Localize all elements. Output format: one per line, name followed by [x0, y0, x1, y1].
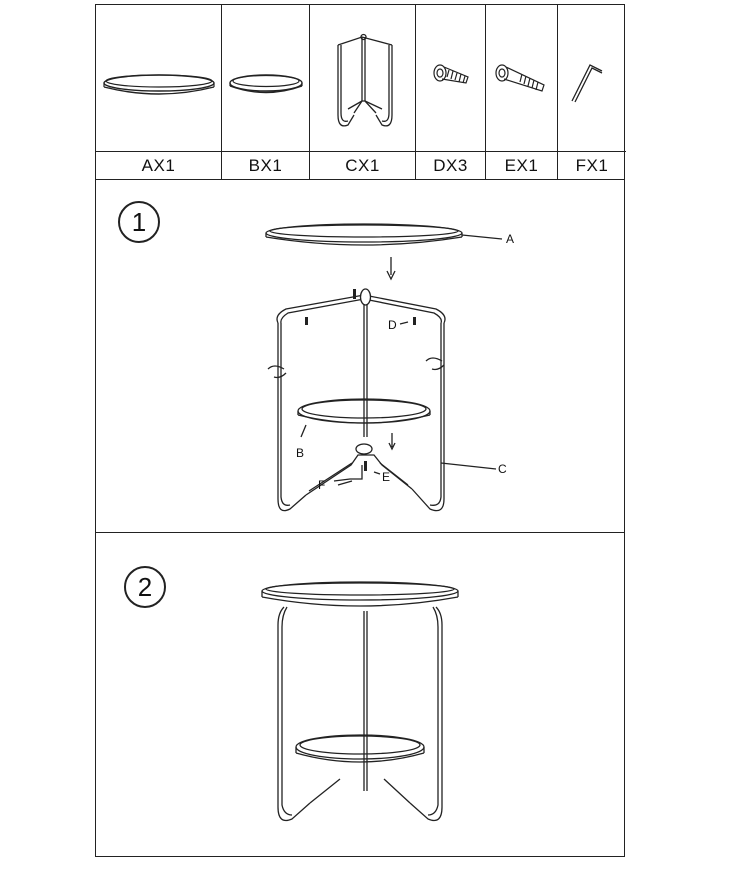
part-cx1: [310, 5, 416, 179]
part-label: EX1: [486, 151, 557, 180]
callout-f: F: [318, 478, 326, 492]
step-number: 2: [124, 566, 166, 608]
callout-c: C: [498, 462, 507, 476]
part-fx1: [558, 5, 626, 179]
part-bx1: [222, 5, 310, 179]
step-number: 1: [118, 201, 160, 243]
step-2-diagram: [96, 533, 626, 858]
part-ax1: [96, 5, 222, 179]
screw-icon: [416, 5, 486, 151]
part-label: DX3: [416, 151, 485, 180]
step-1: [96, 179, 624, 533]
part-label: AX1: [96, 151, 221, 180]
part-label: CX1: [310, 151, 415, 180]
part-label: BX1: [222, 151, 309, 180]
part-dx3: [416, 5, 486, 179]
part-ex1: [486, 5, 558, 179]
callout-d: D: [388, 318, 397, 332]
assembly-sheet: [95, 4, 625, 857]
shelf-ring-icon: [222, 5, 310, 151]
part-label: FX1: [558, 151, 626, 180]
callout-a: A: [506, 232, 515, 246]
step-1-diagram: [96, 179, 626, 533]
frame-icon: [310, 5, 416, 151]
parts-list: [96, 5, 624, 180]
tabletop-ring-icon: [96, 5, 222, 151]
callout-e: E: [382, 470, 391, 484]
allen-key-icon: [558, 5, 626, 151]
callout-b: B: [296, 446, 305, 460]
step-2: [96, 533, 624, 858]
bolt-icon: [486, 5, 558, 151]
